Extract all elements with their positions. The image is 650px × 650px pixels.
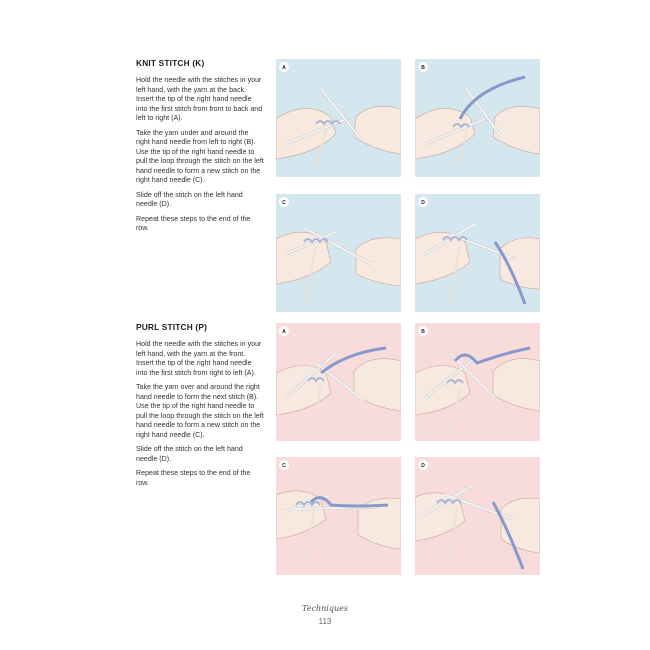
knit-repeat-text: Repeat these steps to the end of the row. [136, 214, 251, 232]
panel-letter: B [421, 328, 425, 335]
knit-step-d-text: Slide off the stitch on the left hand needle (D). [136, 190, 243, 208]
purl-step-a-text: Hold the needle with the stitches in your left hand, with the yarn at the front. Insert the tip of the right hand needle into the first stitch from right to left (A). [136, 340, 262, 377]
panel-letter: D [421, 462, 425, 469]
knit-illustration-d [415, 194, 540, 312]
panel-letter: C [282, 199, 286, 206]
purl-illustration-d [415, 457, 540, 575]
panel-letter: D [421, 199, 425, 206]
panel-letter: B [421, 64, 425, 71]
purl-repeat-text: Repeat these steps to the end of the row. [136, 469, 251, 487]
purl-illustration-a [276, 323, 401, 441]
panel-letter: A [282, 64, 286, 71]
panel-letter: C [282, 462, 286, 469]
footer-section-title: Techniques [302, 604, 348, 613]
knit-illustration-b [415, 59, 540, 177]
knit-step-bc-text: Take the yarn under and around the right hand needle from left to right (B). Use the tip of the right hand needle to pull the loop through the stitch on the left hand needle to form a new stitch on the right hand needle (C). [136, 128, 264, 184]
purl-illustration-b [415, 323, 540, 441]
purl-illustration-c [276, 457, 401, 575]
knit-stitch-title: KNIT STITCH (K) [136, 58, 205, 68]
knit-illustration-a [276, 59, 401, 177]
page-number: 113 [318, 617, 332, 626]
panel-letter: A [282, 328, 286, 335]
knit-step-a-text: Hold the needle with the stitches in your left hand, with the yarn at the back. Insert the tip of the right hand needle into the first stitch from front to back and left to right (A). [136, 76, 263, 122]
knit-illustration-c [276, 194, 401, 312]
knit-stitch-section [136, 58, 264, 239]
purl-step-d-text: Slide off the stitch on the left hand needle (D). [136, 445, 243, 463]
purl-step-bc-text: Take the yarn over and around the right hand needle to form the next stitch (B). Use the tip of the right hand needle to pull the loop through the stitch on the left hand needle to form a new stitch on the right hand needle (C). [136, 383, 264, 439]
purl-stitch-section [136, 322, 264, 493]
purl-stitch-title: PURL STITCH (P) [136, 322, 208, 332]
